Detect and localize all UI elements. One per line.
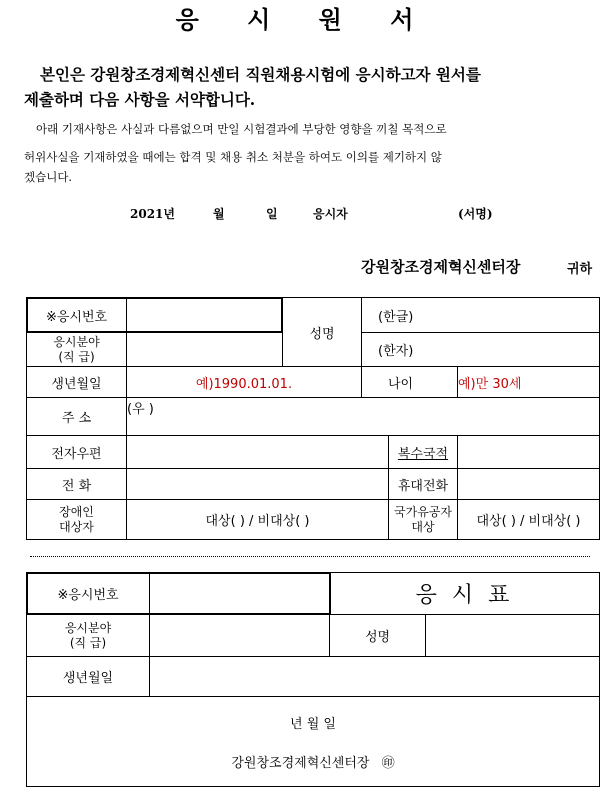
ticket-name-field[interactable] [426,615,600,657]
ticket-issuer: 강원창조경제혁신센터장 [231,755,370,771]
disabled-label: 장애인 대상자 [27,500,127,540]
ticket-issue-block [27,697,600,787]
signature-month: 월 [213,207,225,221]
notice-line-3: 겠습니다. [24,170,73,184]
ticket-exam-no-field[interactable] [150,573,330,615]
veteran-label: 국가유공자 대상 [389,500,458,540]
addressee-suffix: 귀하 [567,262,593,277]
veteran-field[interactable]: 대상( ) / 비대상( ) [458,500,600,540]
ticket-field-label: 응시분야 (직 급) [27,615,150,657]
ticket-title: 응 시 표 [330,573,600,615]
mobile-label: 휴대전화 [389,469,458,500]
exam-ticket-table [26,572,600,787]
name-hanja-field[interactable]: (한자) [362,333,600,367]
exam-no-field[interactable] [127,298,283,333]
field-label: 응시분야 (직 급) [27,333,127,367]
phone-field[interactable] [127,469,389,500]
addressee-name: 강원창조경제혁신센터장 [361,258,521,276]
ticket-date-line: 년 월 일 [290,716,336,732]
exam-no-label: ※응시번호 [27,298,127,333]
notice-line-1: 아래 기재사항은 사실과 다름없으며 만일 시험결과에 부당한 영향을 끼칠 목적으로 [36,122,447,136]
dual-nationality-label: 복수국적 [389,436,458,469]
field-field[interactable] [127,333,283,367]
email-field[interactable] [127,436,389,469]
phone-label: 전 화 [27,469,127,500]
cut-line [30,556,590,557]
ticket-exam-no-label: ※응시번호 [27,573,150,615]
signature-year: 2021년 [130,207,175,221]
birth-label: 생년월일 [27,367,127,398]
ticket-birth-label: 생년월일 [27,657,150,697]
signature-applicant-label: 응시자 [313,207,348,221]
ticket-field-field[interactable] [150,615,330,657]
seal-mark: ㊞ [381,755,395,771]
address-label: 주 소 [27,398,127,436]
dual-nationality-field[interactable] [458,436,600,469]
address-field[interactable]: (우 ) [127,398,600,436]
email-label: 전자우편 [27,436,127,469]
age-label: 나이 [362,367,458,398]
signature-sign-mark: (서명) [458,207,493,221]
pledge-line-2: 제출하며 다음 사항을 서약합니다. [24,90,256,109]
age-field[interactable]: 예)만 30세 [458,367,600,398]
mobile-field[interactable] [458,469,600,500]
pledge-line-1: 본인은 강원창조경제혁신센터 직원채용시험에 응시하고자 원서를 [40,65,481,84]
signature-day: 일 [266,207,278,221]
disabled-field[interactable]: 대상( ) / 비대상( ) [127,500,389,540]
name-korean-field[interactable]: (한글) [362,298,600,333]
notice-line-2: 허위사실을 기재하였을 때에는 합격 및 채용 취소 처분을 하여도 이의를 제기하지 않 [24,150,442,164]
name-label: 성명 [283,298,362,367]
document-title: 응 시 원 서 [175,6,434,34]
application-form-table [26,297,600,540]
birth-field[interactable]: 예)1990.01.01. [127,367,362,398]
ticket-name-label: 성명 [330,615,426,657]
ticket-birth-field[interactable] [150,657,600,697]
